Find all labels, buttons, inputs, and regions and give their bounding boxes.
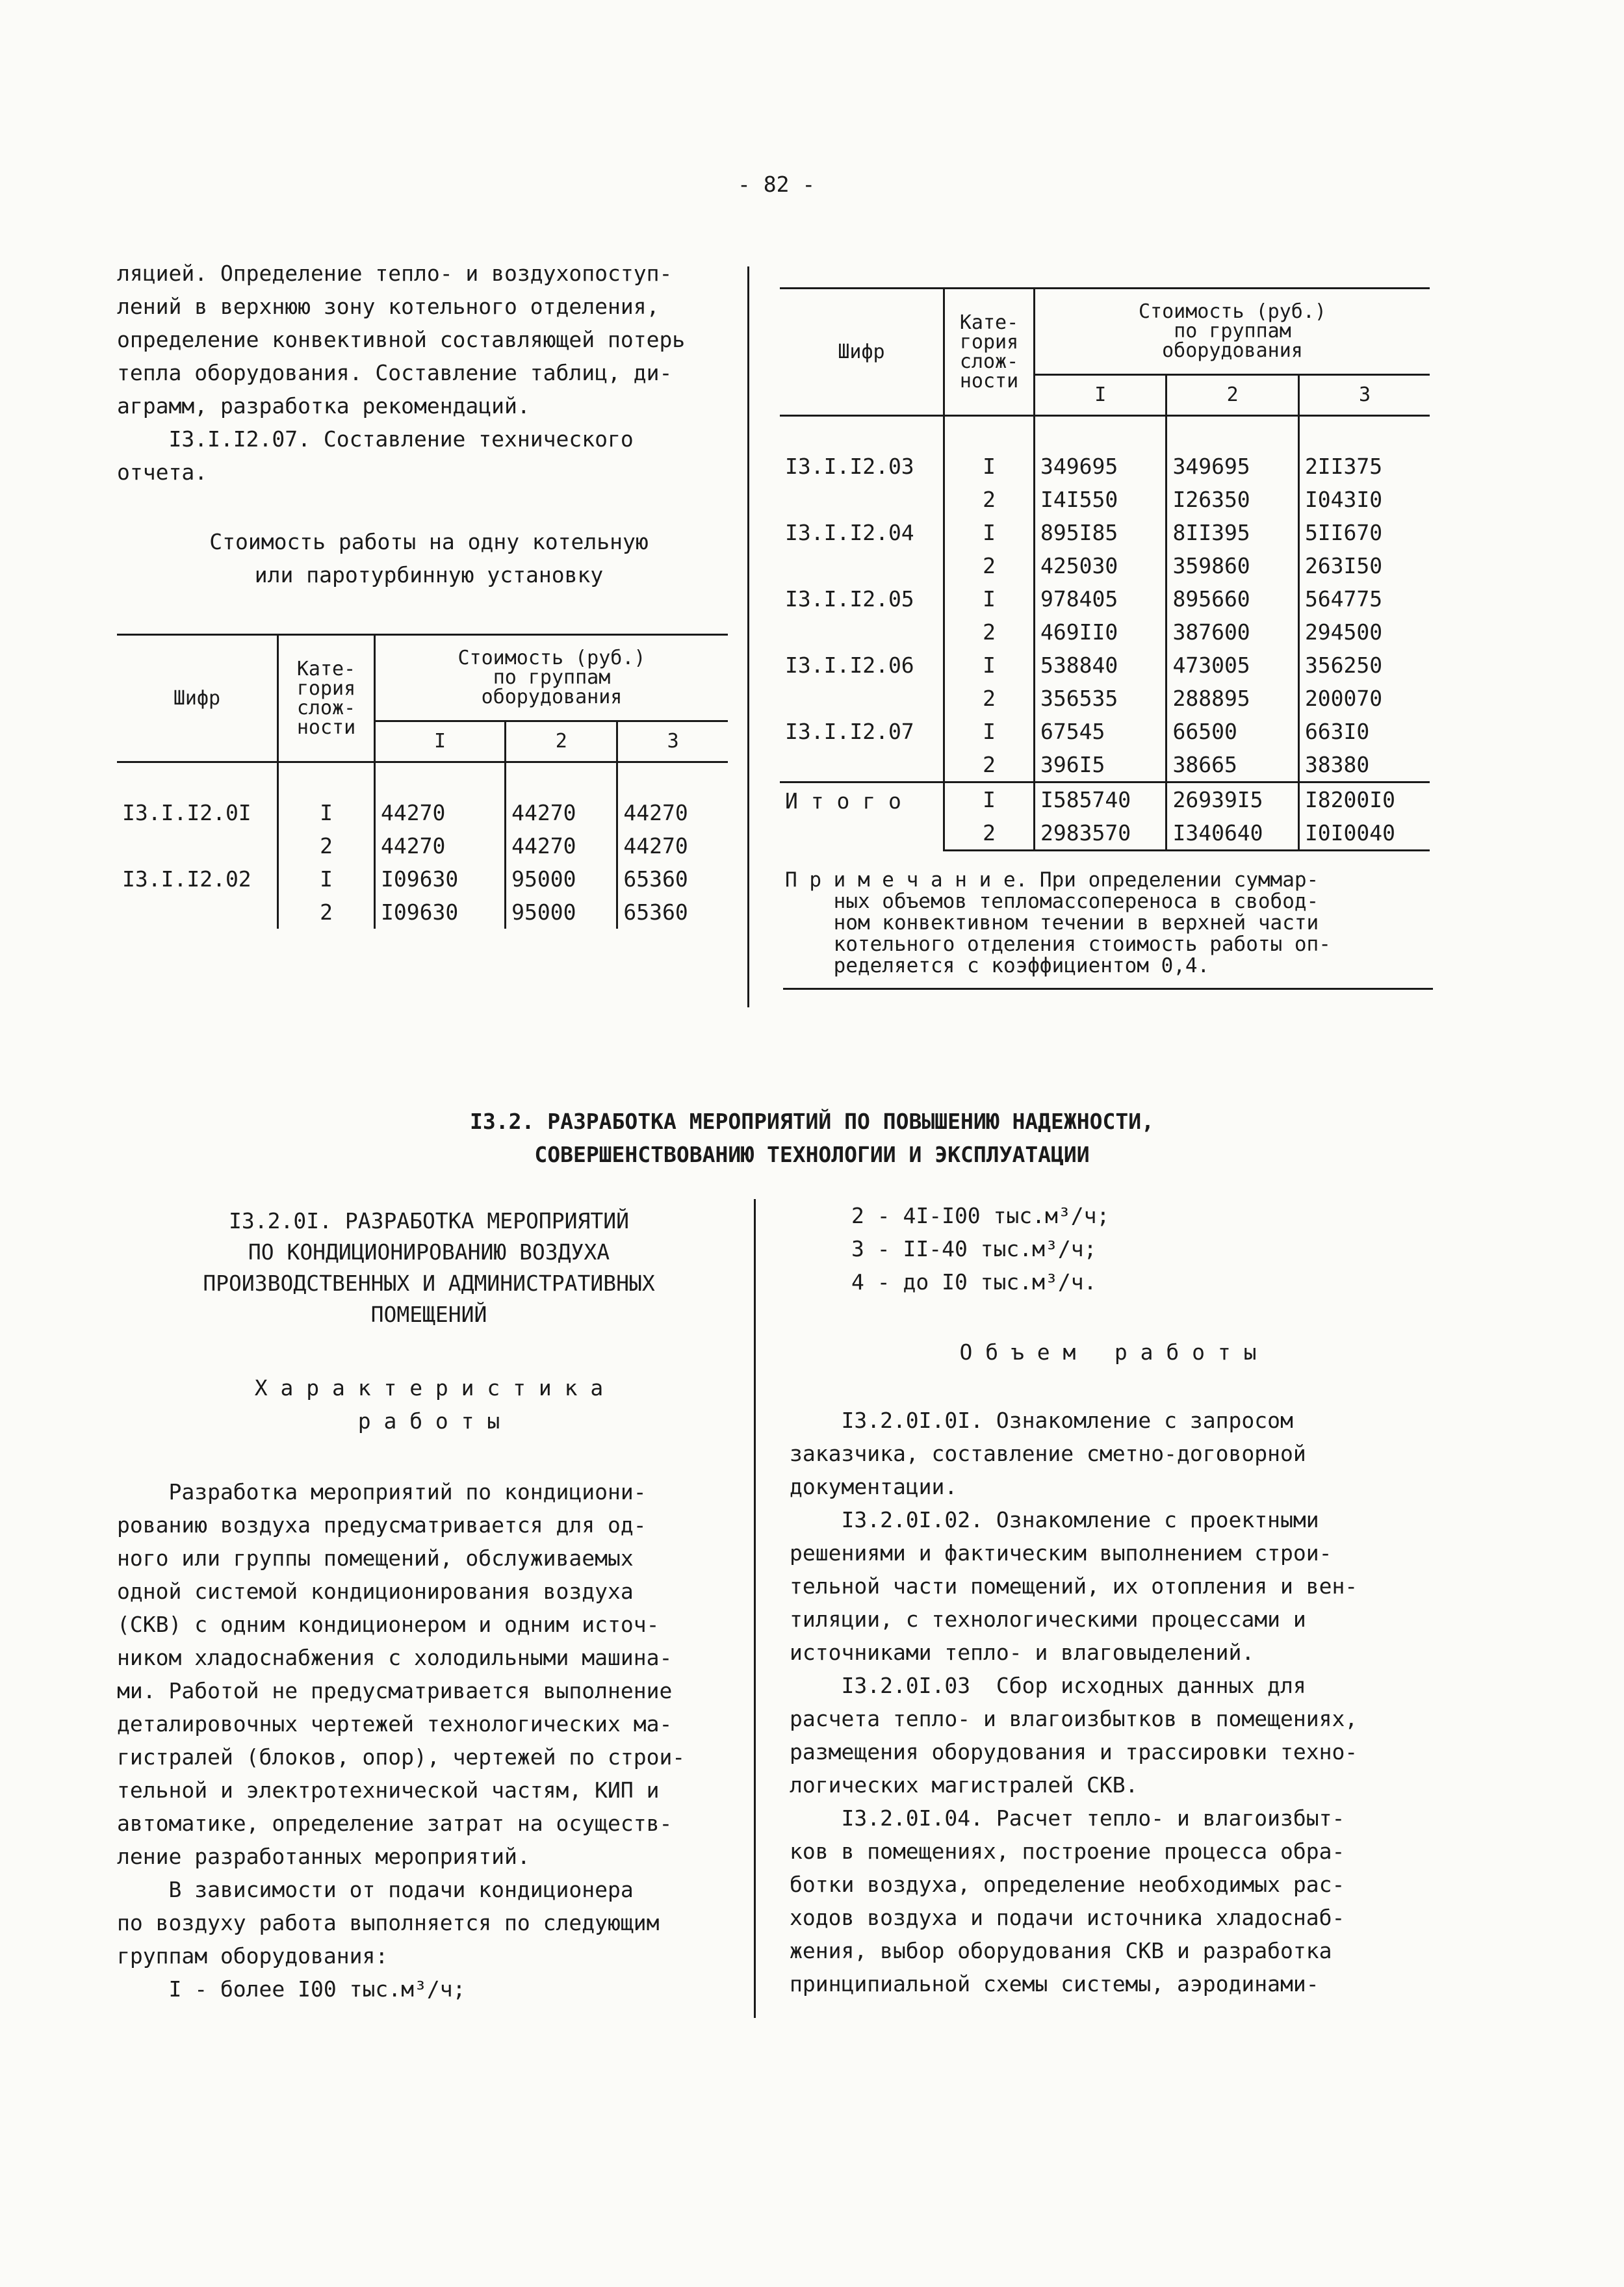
cell-code [117,829,278,862]
cost-title [117,525,741,591]
table-row [780,748,1430,782]
cell-g3: 44270 [617,796,728,829]
header-category-line: слож- [959,350,1019,373]
cell-cat: I [944,782,1035,817]
cell-g1: 356535 [1035,682,1166,715]
list-item: 2 - 4I-I00 тыс.м³/ч; [851,1203,1110,1228]
cell-g2: 288895 [1166,682,1298,715]
cell-code [780,682,944,715]
cell-code: I3.I.I2.0I [122,800,251,825]
note-rule [783,988,1433,990]
cell-g2: 8II395 [1166,516,1298,549]
cell-g2: I340640 [1166,816,1298,851]
cell-g1: I4I550 [1035,483,1166,516]
cell-g2: 38665 [1166,748,1298,782]
cell-g3: 65360 [617,896,728,929]
text-line: группам оборудования: [117,1943,389,1969]
note-line: котельного отделения стоимость работы оп- [785,933,1331,956]
text-line: жения, выбор оборудования СКВ и разработка [790,1938,1332,1963]
cell-cat: I [944,450,1035,483]
text-line: I3.2.0I.02. Ознакомление с проектными [790,1507,1319,1532]
header-category-line: ности [296,716,356,739]
text-line: принципиальной схемы системы, аэродинами- [790,1971,1319,1996]
cell-cat: I [278,862,375,896]
header-code: Шифр [117,635,278,762]
list-item: 4 - до I0 тыс.м³/ч. [851,1269,1097,1295]
cell-code [780,483,944,516]
table-row [780,516,1430,549]
subsection-title-line: ПОМЕЩЕНИЙ [370,1302,487,1327]
note-line: П р и м е ч а н и е. При определении суммар- [785,868,1319,892]
table-row [117,796,728,829]
cell-g2: 44270 [506,829,617,862]
cell-g2: 473005 [1166,649,1298,682]
cell-g2: 387600 [1166,615,1298,649]
cell-code: I3.I.I2.03 [785,454,914,479]
cell-g2: 44270 [506,796,617,829]
cell-g1: 469II0 [1035,615,1166,649]
cell-g1: 538840 [1035,649,1166,682]
total-label: И т о г о [780,782,944,851]
header-group-3: 3 [617,721,728,762]
header-cost-line: по группам [493,666,611,689]
note-line: ределяется с коэффициентом 0,4. [785,954,1210,977]
header-category-line: Кате- [296,657,356,680]
cell-g2: 349695 [1166,450,1298,483]
text-line: лений в верхнюю зону котельного отделения, [117,294,660,319]
cell-code [117,896,278,929]
table-row [780,582,1430,615]
cell-g1: 396I5 [1035,748,1166,782]
text-line: логических магистралей СКВ. [790,1772,1139,1798]
header-cost [1035,289,1430,375]
text-line: В зависимости от подачи кондиционера [117,1877,634,1902]
text-line: автоматике, определение затрат на осуществ- [117,1811,673,1836]
text-line: ков в помещениях, построение процесса обра- [790,1839,1345,1864]
cell-g3: 2II375 [1298,450,1430,483]
note-line: ном конвективном течении в верхней части [785,911,1319,935]
table-row [780,549,1430,582]
cell-g3: 663I0 [1298,715,1430,748]
text-line: ного или группы помещений, обслуживаемых [117,1545,634,1571]
table-row [780,682,1430,715]
text-line: I3.2.0I.04. Расчет тепло- и влагоизбыт- [790,1805,1345,1831]
cell-g2: 359860 [1166,549,1298,582]
cost-table-right [780,287,1430,851]
table-row [780,649,1430,682]
cell-g1: 895I85 [1035,516,1166,549]
cell-g1: I585740 [1035,782,1166,817]
cell-g1: I09630 [375,896,506,929]
section-title-line: I3.2. РАЗРАБОТКА МЕРОПРИЯТИЙ ПО ПОВЫШЕНИЮ НАДЕЖНОСТИ, [470,1109,1154,1134]
header-group-3: 3 [1298,375,1430,416]
cell-g2: 895660 [1166,582,1298,615]
text-line: I3.2.0I.0I. Ознакомление с запросом [790,1408,1293,1433]
cell-code: I3.I.I2.07 [785,719,914,744]
text-line: (СКВ) с одним кондиционером и одним источ- [117,1612,660,1637]
text-line: гистралей (блоков, опор), чертежей по строи- [117,1744,686,1770]
cell-g1: 44270 [375,796,506,829]
header-cost-line: оборудования [481,686,623,708]
cell-g1: 44270 [375,829,506,862]
subsection-title-line: I3.2.0I. РАЗРАБОТКА МЕРОПРИЯТИЙ [229,1208,629,1234]
header-cost-line: оборудования [1162,339,1303,362]
table-row [117,862,728,896]
text-line: ником хладоснабжения с холодильными машина- [117,1645,673,1670]
header-category [278,635,375,762]
cell-g2: 95000 [506,862,617,896]
cell-g1: 2983570 [1035,816,1166,851]
header-category-line: ности [959,369,1019,393]
text-line: деталировочных чертежей технологических ма- [117,1711,673,1737]
cost-table-left [117,634,728,929]
total-row [780,782,1430,817]
cell-code: I3.I.I2.06 [785,653,914,678]
header-cost [375,635,728,721]
text-line: одной системой кондиционирования воздуха [117,1579,634,1604]
table-row [780,450,1430,483]
header-group-2: 2 [1166,375,1298,416]
heading-line: Х а р а к т е р и с т и к а [254,1375,604,1401]
page-number: - 82 - [738,172,816,197]
text-line: аграмм, разработка рекомендаций. [117,393,530,419]
text-line: ходов воздуха и подачи источника хладоснаб- [790,1905,1345,1930]
cell-g3: 356250 [1298,649,1430,682]
cell-g1: I09630 [375,862,506,896]
cell-g2: 95000 [506,896,617,929]
text-line: по воздуху работа выполняется по следующим [117,1910,660,1935]
text-line: тиляции, с технологическими процессами и [790,1607,1306,1632]
volume-heading: О б ъ е м р а б о т ы [959,1339,1257,1365]
text-line: ляцией. Определение тепло- и воздухопоступ- [117,261,673,286]
cell-cat: I [944,582,1035,615]
header-category-line: слож- [296,696,356,719]
cell-g2: I26350 [1166,483,1298,516]
left-top-text [117,257,741,489]
text-line: определение конвективной составляющей потерь [117,327,686,352]
cell-g3: 44270 [617,829,728,862]
text-line: I3.2.0I.03 Сбор исходных данных для [790,1673,1306,1698]
cell-g1: 425030 [1035,549,1166,582]
table-row [117,829,728,862]
cell-code: I3.I.I2.02 [122,866,251,892]
header-category-line: гория [296,677,356,700]
header-group-1: I [375,721,506,762]
header-group-1: I [1035,375,1166,416]
text-line: источниками тепло- и влаговыделений. [790,1640,1255,1665]
cell-cat: 2 [944,748,1035,782]
air-groups-list [851,1199,1436,1299]
cell-code [780,748,944,782]
cell-g3: 5II670 [1298,516,1430,549]
text-line: рованию воздуха предусматривается для од- [117,1512,647,1538]
header-category-line: гория [959,330,1019,354]
header-group-2: 2 [506,721,617,762]
header-cost-line: Стоимость (руб.) [1139,300,1326,323]
text-line: тельной части помещений, их отопления и вен- [790,1573,1358,1599]
cell-g1: 349695 [1035,450,1166,483]
cell-cat: 2 [944,483,1035,516]
text-line: Разработка мероприятий по кондициони- [117,1479,647,1505]
cell-g3: 263I50 [1298,549,1430,582]
subsection-title-line: ПРОИЗВОДСТВЕННЫХ И АДМИНИСТРАТИВНЫХ [203,1271,655,1296]
header-code: Шифр [780,289,944,416]
cost-title-line: или паротурбинную установку [254,562,604,588]
table-note [785,870,1428,977]
cell-cat: 2 [944,682,1035,715]
characteristic-heading [117,1371,741,1438]
cell-g1: 67545 [1035,715,1166,748]
heading-line: р а б о т ы [357,1408,500,1434]
header-category [944,289,1035,416]
text-line: ление разработанных мероприятий. [117,1844,530,1869]
text-line: тельной и электротехнической частям, КИП и [117,1777,660,1803]
column-divider [754,1199,756,2018]
text-line: ми. Работой не предусматривается выполнение [117,1678,673,1703]
text-line: I3.I.I2.07. Составление технического [117,426,634,452]
cell-g3: 38380 [1298,748,1430,782]
section-title-line: СОВЕРШЕНСТВОВАНИЮ ТЕХНОЛОГИИ И ЭКСПЛУАТАЦИИ [534,1142,1090,1167]
note-line: ных объемов тепломассопереноса в свобод- [785,890,1319,913]
text-line: решениями и фактическим выполнением строи- [790,1540,1332,1566]
table-row [117,896,728,929]
cell-g3: 65360 [617,862,728,896]
text-line: размещения оборудования и трассировки техно- [790,1739,1358,1764]
text-line: отчета. [117,459,208,485]
cell-cat: I [944,715,1035,748]
cell-cat: 2 [278,829,375,862]
cell-g3: I043I0 [1298,483,1430,516]
text-line: расчета тепло- и влагоизбытков в помещениях, [790,1706,1358,1731]
subsection-title [117,1206,741,1330]
cost-title-line: Стоимость работы на одну котельную [209,529,649,554]
cell-g3: I0I0040 [1298,816,1430,851]
header-cost-line: по группам [1174,320,1291,342]
cell-code: I3.I.I2.04 [785,520,914,545]
cell-g2: 66500 [1166,715,1298,748]
text-line: ботки воздуха, определение необходимых рас- [790,1872,1345,1897]
cell-code: I3.I.I2.05 [785,586,914,612]
section-title [0,1105,1624,1171]
cell-code [780,615,944,649]
cell-cat: 2 [278,896,375,929]
header-category-line: Кате- [959,311,1019,334]
left-body-text [117,1475,741,2006]
cell-g2: 26939I5 [1166,782,1298,817]
list-item: 3 - II-40 тыс.м³/ч; [851,1236,1097,1261]
header-cost-line: Стоимость (руб.) [458,647,646,669]
table-row [780,715,1430,748]
subsection-title-line: ПО КОНДИЦИОНИРОВАНИЮ ВОЗДУХА [248,1239,610,1265]
cell-cat: 2 [944,816,1035,851]
cell-cat: I [944,649,1035,682]
cell-cat: 2 [944,549,1035,582]
cell-g1: 978405 [1035,582,1166,615]
text-line: тепла оборудования. Составление таблиц, ди- [117,360,673,385]
cell-g3: 200070 [1298,682,1430,715]
text-line: документации. [790,1474,958,1499]
cell-g3: I8200I0 [1298,782,1430,817]
cell-g3: 564775 [1298,582,1430,615]
text-line: I - более I00 тыс.м³/ч; [117,1976,466,2002]
cell-cat: 2 [944,615,1035,649]
cell-g3: 294500 [1298,615,1430,649]
text-line: заказчика, составление сметно-договорной [790,1441,1306,1466]
column-divider [747,266,749,1007]
cell-code [780,549,944,582]
table-row [780,483,1430,516]
table-row [780,615,1430,649]
cell-cat: I [944,516,1035,549]
cell-cat: I [278,796,375,829]
right-body-text [790,1404,1439,2000]
